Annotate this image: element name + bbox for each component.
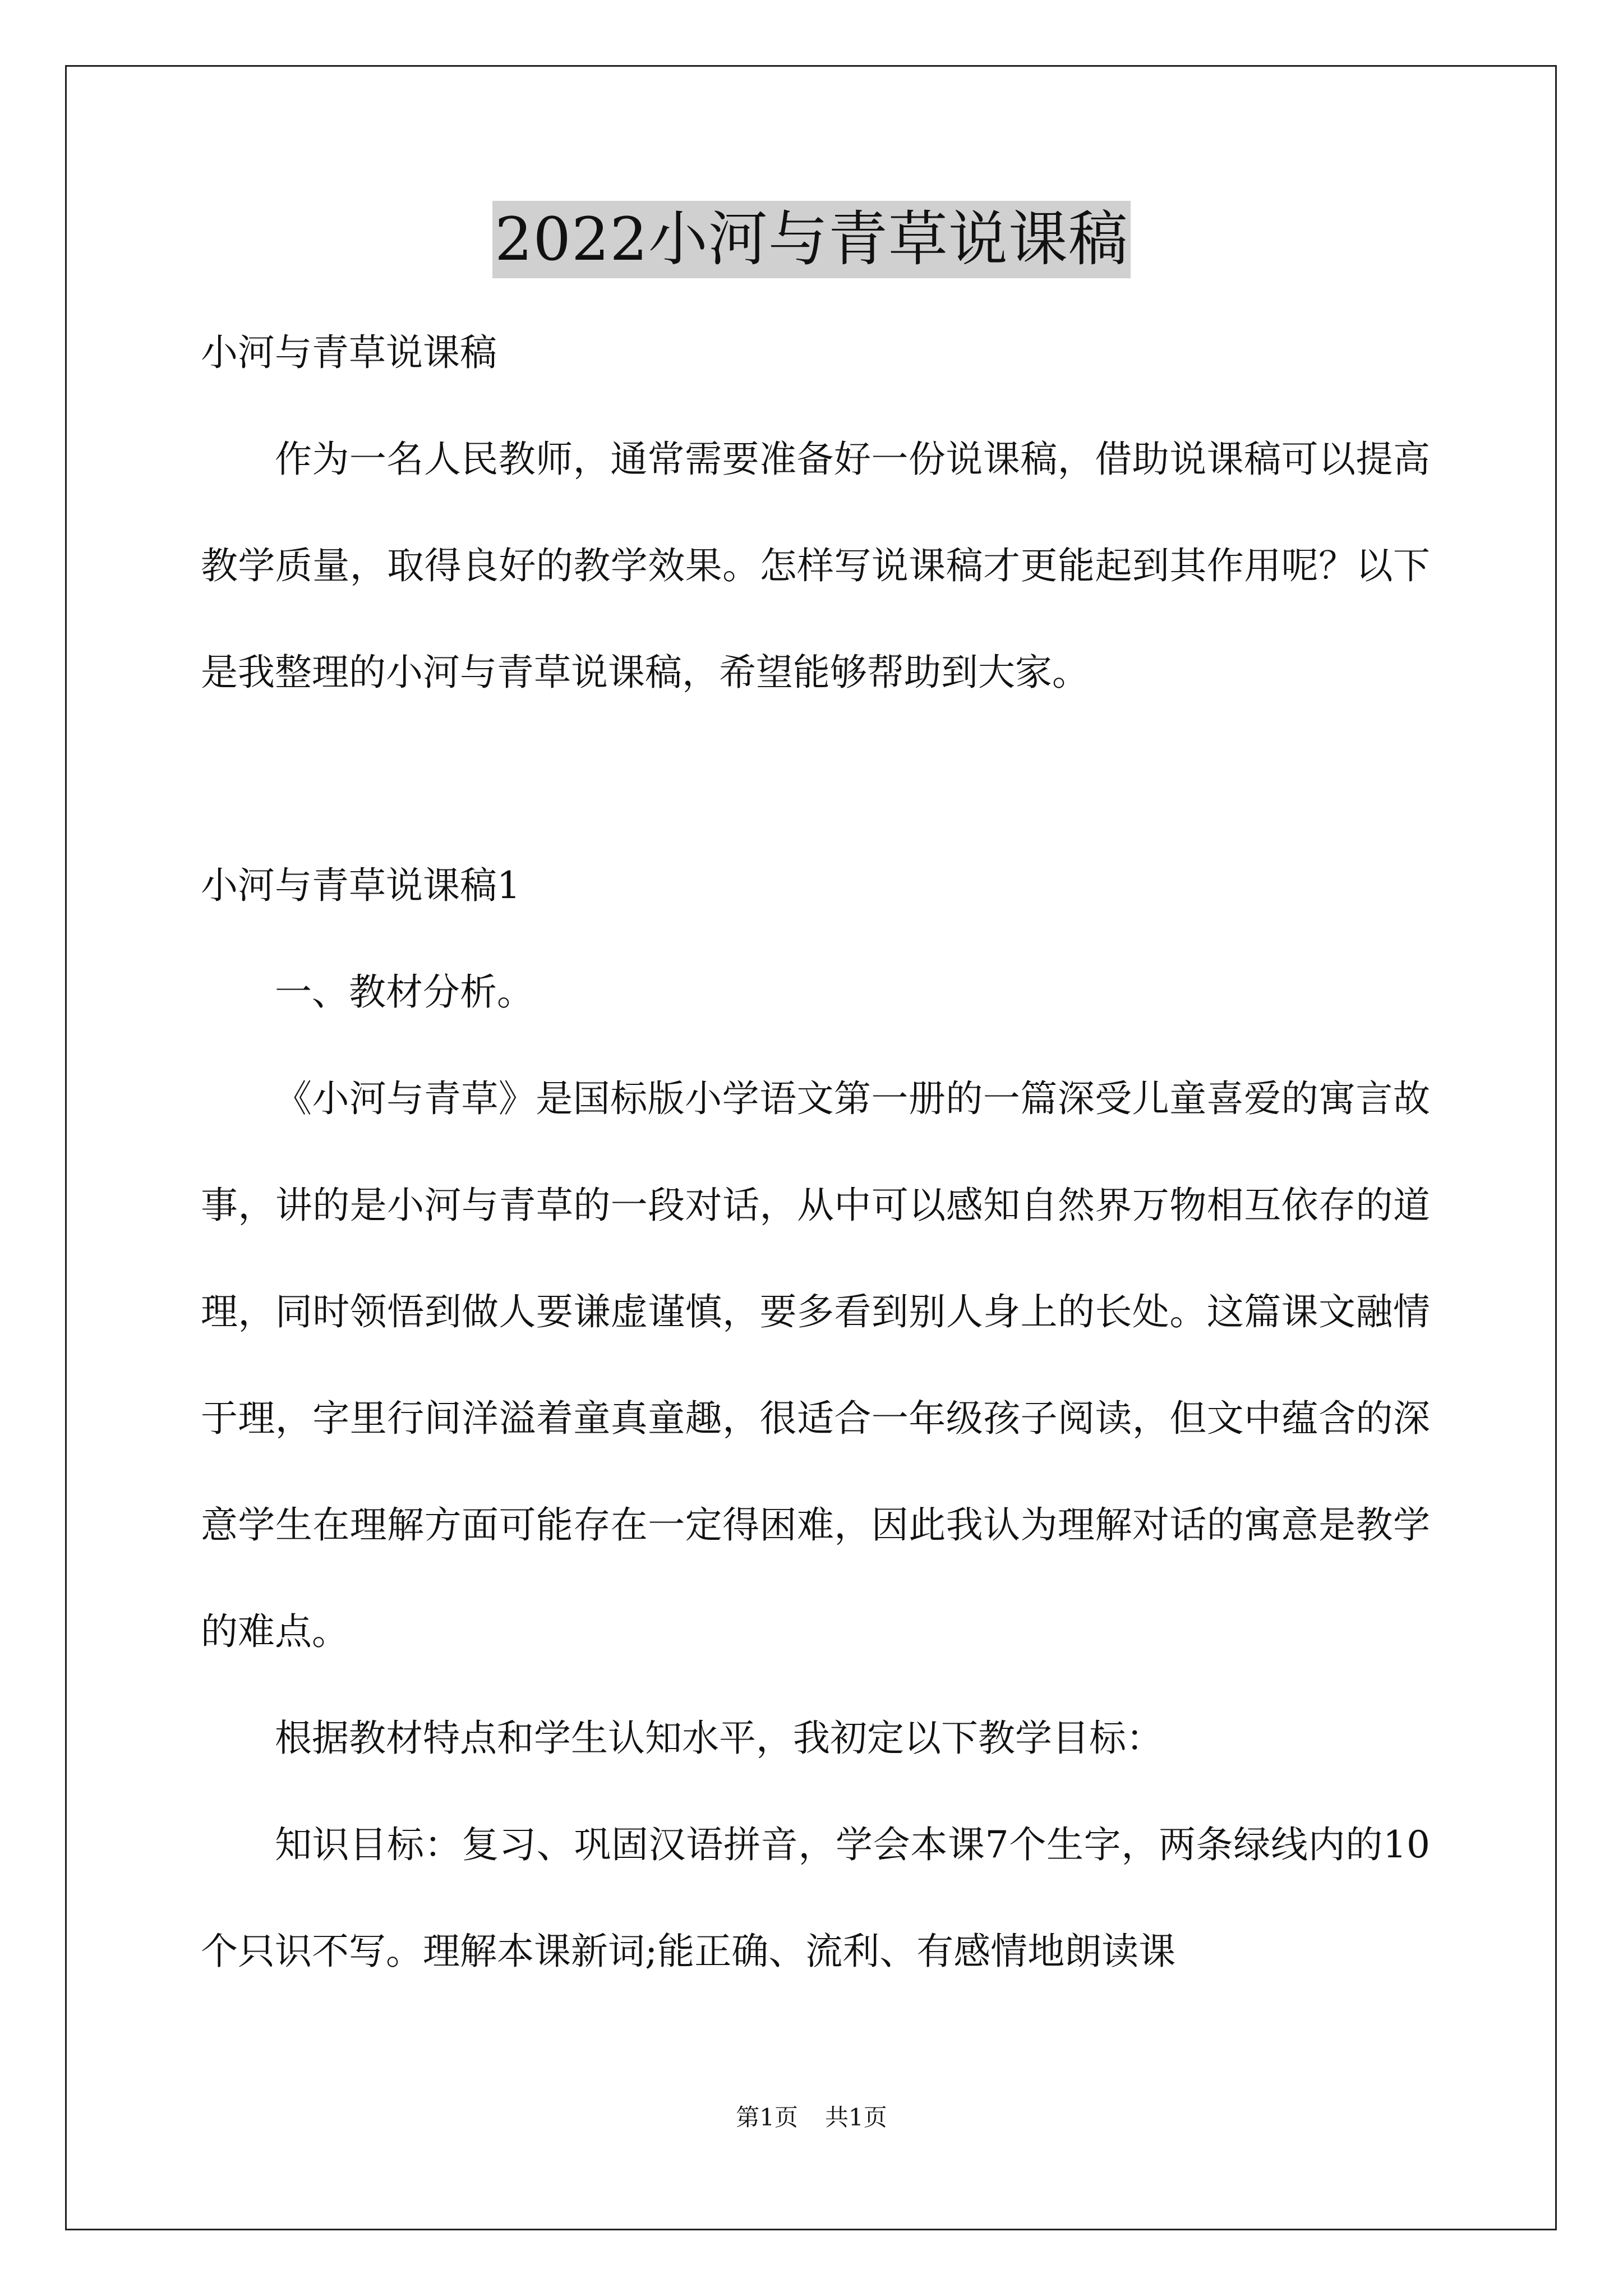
- body-paragraph: 根据教材特点和学生认知水平，我初定以下教学目标：: [275, 1717, 1163, 1760]
- section-heading: 小河与青草说课稿: [201, 331, 497, 374]
- subheading-textbook-analysis: 一、教材分析。: [275, 970, 534, 1014]
- title-area: [0, 201, 1623, 278]
- document-title: 2022小河与青草说课稿: [492, 201, 1131, 278]
- page-footer: [0, 2101, 1623, 2134]
- paragraph-gap: [201, 726, 1430, 832]
- body-paragraph: 《小河与青草》是国标版小学语文第一册的一篇深受儿童喜爱的寓言故事，讲的是小河与青草的一段对话，从中可以感知自然界万物相互依存的道理，同时领悟到做人要谦虚谨慎，要多看到别人身上的长处。这篇课文融情于理，字里行间洋溢着童真童趣，很适合一年级孩子阅读，但文中蕴含的深意学生在理解方面可能存在一定得困难，因此我认为理解对话的寓意是教学的难点。: [201, 1077, 1430, 1653]
- intro-paragraph: 作为一名人民教师，通常需要准备好一份说课稿，借助说课稿可以提高教学质量，取得良好的教学效果。怎样写说课稿才更能起到其作用呢？以下是我整理的小河与青草说课稿，希望能够帮助到大家。: [201, 438, 1430, 694]
- page-number: 第1页: [736, 2104, 798, 2131]
- document-body: [201, 300, 1430, 2005]
- page-total: 共1页: [825, 2104, 887, 2131]
- body-paragraph: 知识目标：复习、巩固汉语拼音，学会本课7个生字，两条绿线内的10个只识不写。理解本课新词;能正确、流利、有感情地朗读课: [201, 1823, 1430, 1973]
- section-heading-1: 小河与青草说课稿1: [201, 864, 520, 907]
